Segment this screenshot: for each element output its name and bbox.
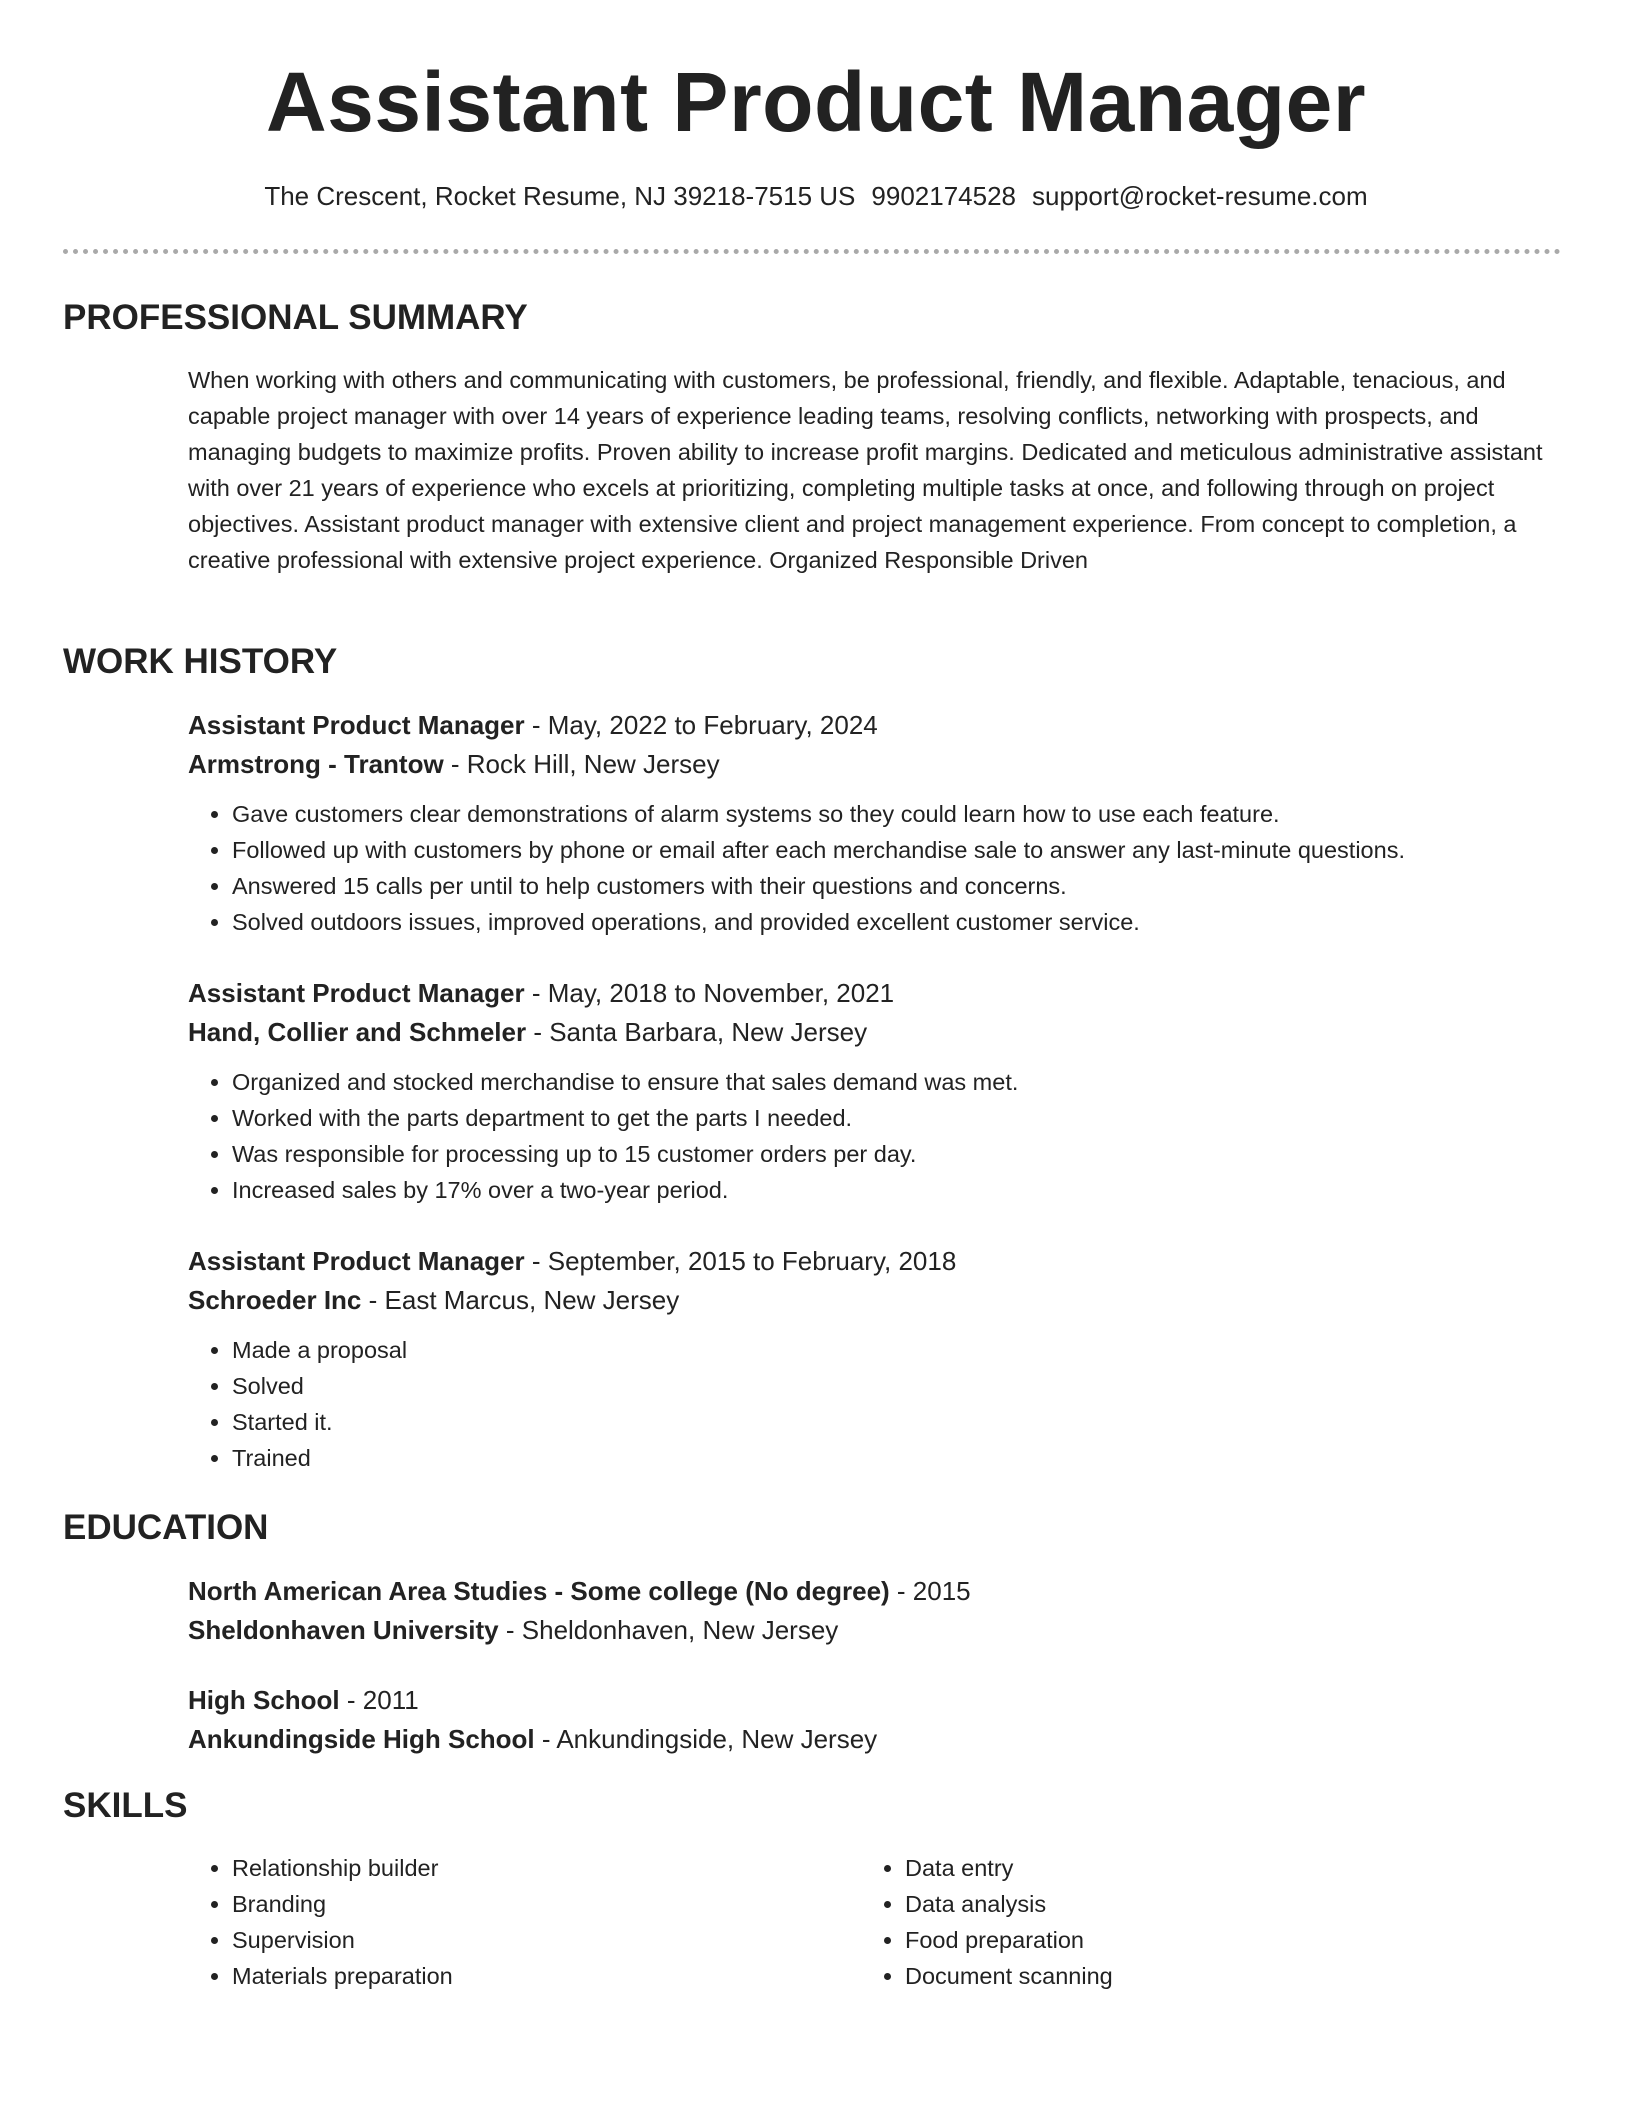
skill-item: • Data analysis: [905, 1886, 1461, 1922]
contact-address: The Crescent, Rocket Resume, NJ 39218-7515 US: [264, 181, 856, 211]
skill-item: • Data entry: [905, 1850, 1461, 1886]
summary-text: When working with others and communicating with customers, be professional, friendly, and flexible. Adaptable, tenacious, and capable project manager with over 14 years of experience leading teams, resolving conflicts, networking with prospects, and managing budgets to maximize profits. Proven ability to increase profit margins. Dedicated and meticulous administrative assistant with over 21 years of experience who excels at prioritizing, completing multiple tasks at once, and following through on project objectives. Assistant product manager with extensive client and project management experience. From concept to completion, a creative professional with extensive project experience. Organized Responsible Driven: [188, 367, 1543, 573]
job-bullet: • Started it.: [232, 1404, 1560, 1440]
job-bullet: • Made a proposal: [232, 1332, 1560, 1368]
skills-heading: SKILLS: [63, 1786, 188, 1825]
education-entry: [188, 1572, 1560, 1650]
job-role: Assistant Product Manager: [188, 1246, 525, 1276]
education-year: - 2011: [339, 1685, 419, 1715]
skill-item: • Supervision: [232, 1922, 788, 1958]
skill-item: • Document scanning: [905, 1958, 1461, 1994]
education-heading: EDUCATION: [63, 1508, 269, 1547]
job-dates: - May, 2018 to November, 2021: [524, 978, 895, 1008]
job-bullet: • Organized and stocked merchandise to ensure that sales demand was met.: [232, 1064, 1560, 1100]
education-school-line: [188, 1611, 1560, 1650]
job-company-line: [188, 745, 1560, 784]
education-entry: [188, 1681, 1560, 1759]
education-school: Ankundingside High School: [188, 1724, 535, 1754]
education-location: - Sheldonhaven, New Jersey: [498, 1615, 839, 1645]
job-bullet: • Answered 15 calls per until to help customers with their questions and concerns.: [232, 868, 1560, 904]
job-entry: [188, 1242, 1560, 1476]
job-dates: - May, 2022 to February, 2024: [524, 710, 878, 740]
contact-line: [0, 178, 1632, 214]
education-degree-line: [188, 1681, 1560, 1720]
job-company: Armstrong - Trantow: [188, 749, 444, 779]
job-role: Assistant Product Manager: [188, 710, 525, 740]
skill-item: • Relationship builder: [232, 1850, 788, 1886]
job-entry: [188, 974, 1560, 1208]
education-school-line: [188, 1720, 1560, 1759]
job-bullets: [188, 796, 1560, 940]
job-dates: - September, 2015 to February, 2018: [524, 1246, 957, 1276]
job-title-line: [188, 1242, 1560, 1281]
summary-heading: PROFESSIONAL SUMMARY: [63, 298, 528, 337]
job-company: Hand, Collier and Schmeler: [188, 1017, 527, 1047]
job-bullet: • Worked with the parts department to get the parts I needed.: [232, 1100, 1560, 1136]
job-location: - East Marcus, New Jersey: [361, 1285, 680, 1315]
skill-item: • Branding: [232, 1886, 788, 1922]
job-bullet: • Gave customers clear demonstrations of alarm systems so they could learn how to use each feature.: [232, 796, 1560, 832]
job-bullet: • Solved outdoors issues, improved operations, and provided excellent customer service.: [232, 904, 1560, 940]
skill-item: • Food preparation: [905, 1922, 1461, 1958]
education-degree: North American Area Studies - Some college (No degree): [188, 1576, 890, 1606]
skills-list: [188, 1850, 788, 1994]
education-location: - Ankundingside, New Jersey: [534, 1724, 878, 1754]
job-bullet: • Trained: [232, 1440, 1560, 1476]
job-bullet: • Increased sales by 17% over a two-year period.: [232, 1172, 1560, 1208]
job-bullet: • Solved: [232, 1368, 1560, 1404]
education-year: - 2015: [889, 1576, 971, 1606]
job-location: - Rock Hill, New Jersey: [443, 749, 720, 779]
job-company-line: [188, 1013, 1560, 1052]
job-bullet: • Was responsible for processing up to 15 customer orders per day.: [232, 1136, 1560, 1172]
skill-item: • Materials preparation: [232, 1958, 788, 1994]
job-company: Schroeder Inc: [188, 1285, 362, 1315]
job-bullet: • Followed up with customers by phone or email after each merchandise sale to answer any last-minute questions.: [232, 832, 1560, 868]
job-role: Assistant Product Manager: [188, 978, 525, 1008]
summary-block: [188, 362, 1560, 578]
resume-name: Assistant Product Manager: [265, 55, 1367, 149]
skills-list: [861, 1850, 1461, 1994]
contact-email: support@rocket-resume.com: [1032, 181, 1368, 211]
job-bullets: [188, 1332, 1560, 1476]
education-degree: High School: [188, 1685, 340, 1715]
job-title-line: [188, 706, 1560, 745]
job-title-line: [188, 974, 1560, 1013]
education-school: Sheldonhaven University: [188, 1615, 499, 1645]
education-degree-line: [188, 1572, 1560, 1611]
work-history-heading: WORK HISTORY: [63, 642, 338, 681]
job-company-line: [188, 1281, 1560, 1320]
contact-phone: 9902174528: [871, 181, 1017, 211]
job-bullets: [188, 1064, 1560, 1208]
skills-column-left: [188, 1850, 788, 1994]
job-location: - Santa Barbara, New Jersey: [526, 1017, 868, 1047]
job-entry: [188, 706, 1560, 940]
header-divider: [63, 249, 1561, 254]
skills-column-right: [861, 1850, 1461, 1994]
